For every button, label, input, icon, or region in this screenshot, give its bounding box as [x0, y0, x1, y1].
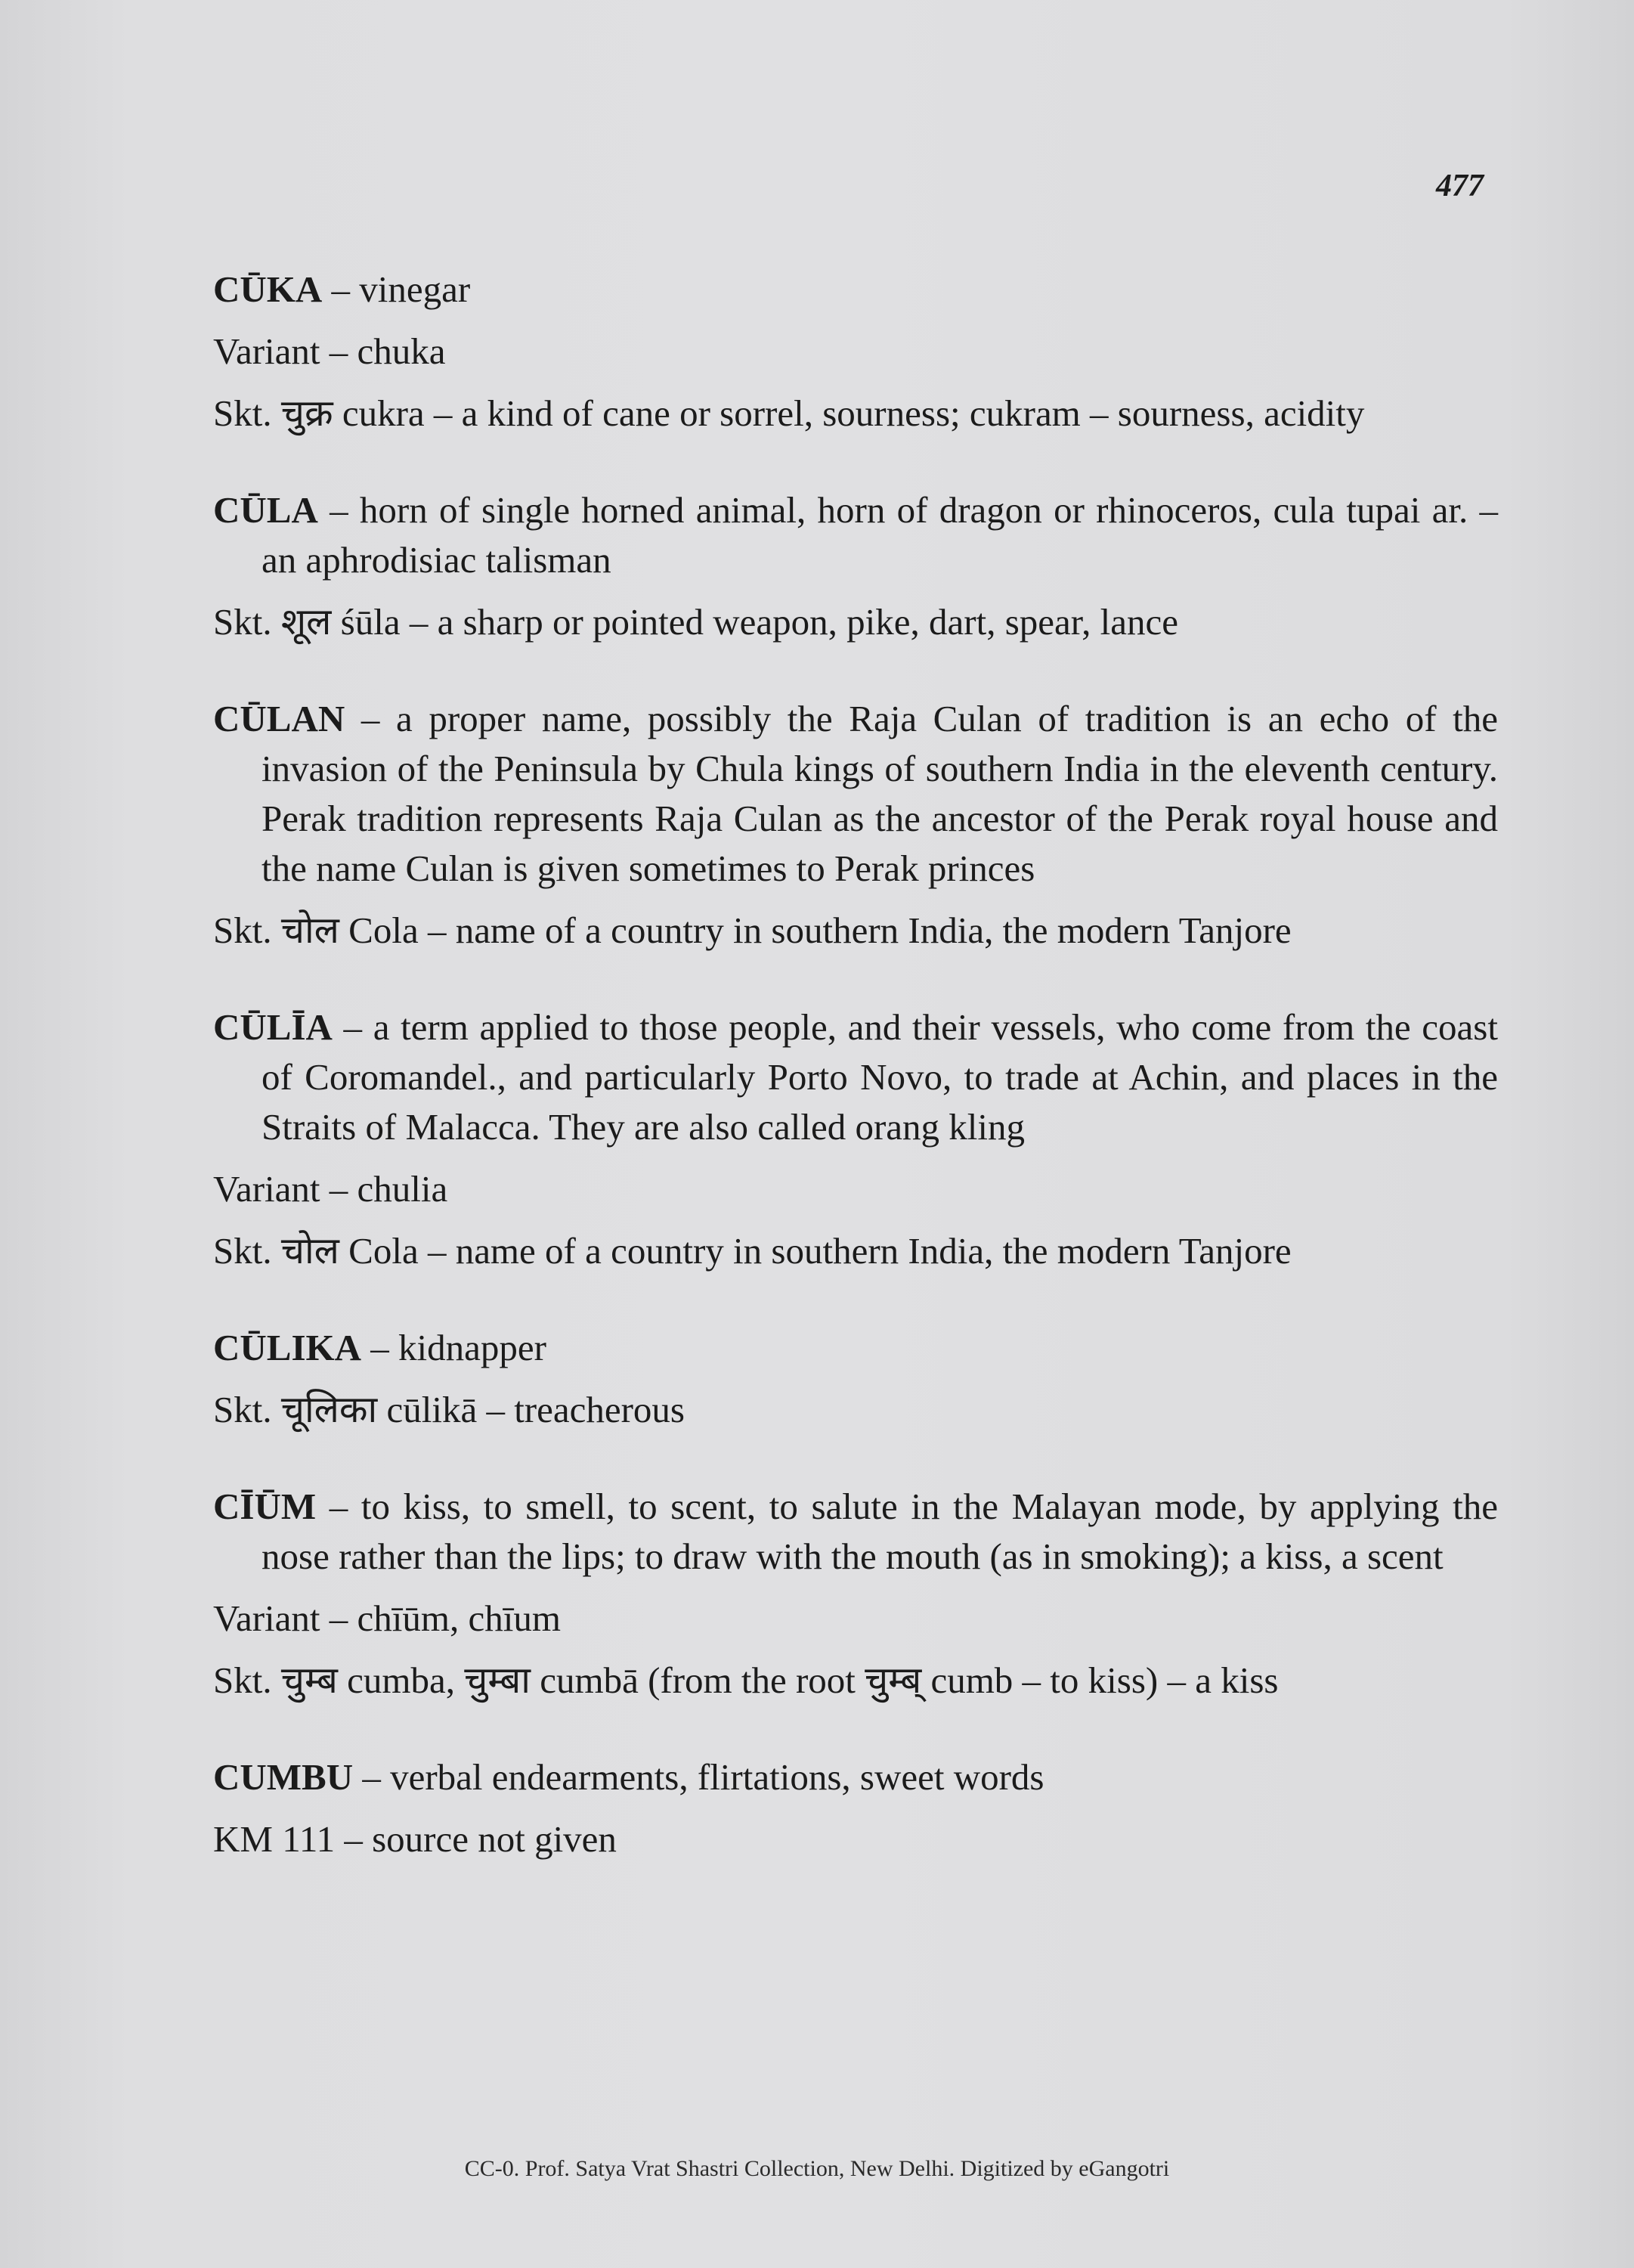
entry-culia [213, 1002, 1498, 1276]
headword: CŪLA [213, 489, 318, 531]
variant-line: Variant – chuka [213, 330, 446, 372]
entry-cumbu [213, 1752, 1498, 1864]
sanskrit-line: Skt. चूलिका cūlikā – treacherous [213, 1389, 685, 1430]
sanskrit-line: Skt. चुम्ब cumba, चुम्बा cumbā (from the root चुम्ब् cumb – to kiss) – a kiss [213, 1659, 1279, 1701]
sanskrit-line: Skt. चुक्र cukra – a kind of cane or sorrel, sourness; cukram – sourness, acidity [213, 392, 1365, 434]
page-number: 477 [1436, 169, 1484, 203]
entry-cula [213, 485, 1498, 647]
entry-culika [213, 1323, 1498, 1435]
entry-head [213, 265, 1498, 314]
entry-head [213, 485, 1498, 585]
entry-head [213, 1323, 1498, 1373]
sanskrit-line: Skt. चोल Cola – name of a country in southern India, the modern Tanjore [213, 909, 1292, 951]
variant-line: Variant – chīūm, chīum [213, 1597, 561, 1639]
headword: CŪLAN [213, 698, 345, 739]
headword: CUMBU [213, 1756, 354, 1798]
headword: CŪLĪA [213, 1006, 333, 1048]
headword: CĪŪM [213, 1486, 317, 1527]
variant-line: Variant – chulia [213, 1168, 448, 1210]
entry-head [213, 1482, 1498, 1582]
definition: – verbal endearments, flirtations, sweet words [353, 1756, 1044, 1798]
headword: CŪLIKA [213, 1327, 362, 1368]
sanskrit-line: Skt. शूल śūla – a sharp or pointed weapon, pike, dart, spear, lance [213, 601, 1178, 643]
entry-culan [213, 694, 1498, 956]
definition: – a term applied to those people, and their vessels, who come from the coast of Coromandel., and particularly Porto Novo, to trade at Achin, and places in the Straits of Malacca. They are also called orang kling [262, 1006, 1498, 1148]
definition: – horn of single horned animal, horn of dragon or rhinoceros, cula tupai ar. – an aphrodisiac talisman [262, 489, 1498, 581]
entry-head [213, 1752, 1498, 1802]
definition: – to kiss, to smell, to scent, to salute in the Malayan mode, by applying the nose rather than the lips; to draw with the mouth (as in smoking); a kiss, a scent [262, 1486, 1498, 1577]
digitization-footer: CC-0. Prof. Satya Vrat Shastri Collection, New Delhi. Digitized by eGangotri [464, 2156, 1170, 2181]
headword: CŪKA [213, 268, 323, 310]
entry-head [213, 1002, 1498, 1152]
sanskrit-line: Skt. चोल Cola – name of a country in southern India, the modern Tanjore [213, 1230, 1292, 1272]
entry-cuka [213, 265, 1498, 438]
definition: – kidnapper [361, 1327, 546, 1368]
definition: – a proper name, possibly the Raja Culan of tradition is an echo of the invasion of the Peninsula by Chula kings of southern India in the eleventh century. Perak tradition represents Raja Culan as the ancestor of the Perak royal house and the name Culan is given sometimes to Perak princes [262, 698, 1498, 889]
entry-cium [213, 1482, 1498, 1706]
entry-head [213, 694, 1498, 894]
definition: – vinegar [322, 268, 471, 310]
source-line: KM 111 – source not given [213, 1818, 617, 1860]
dictionary-entries [213, 265, 1498, 1911]
